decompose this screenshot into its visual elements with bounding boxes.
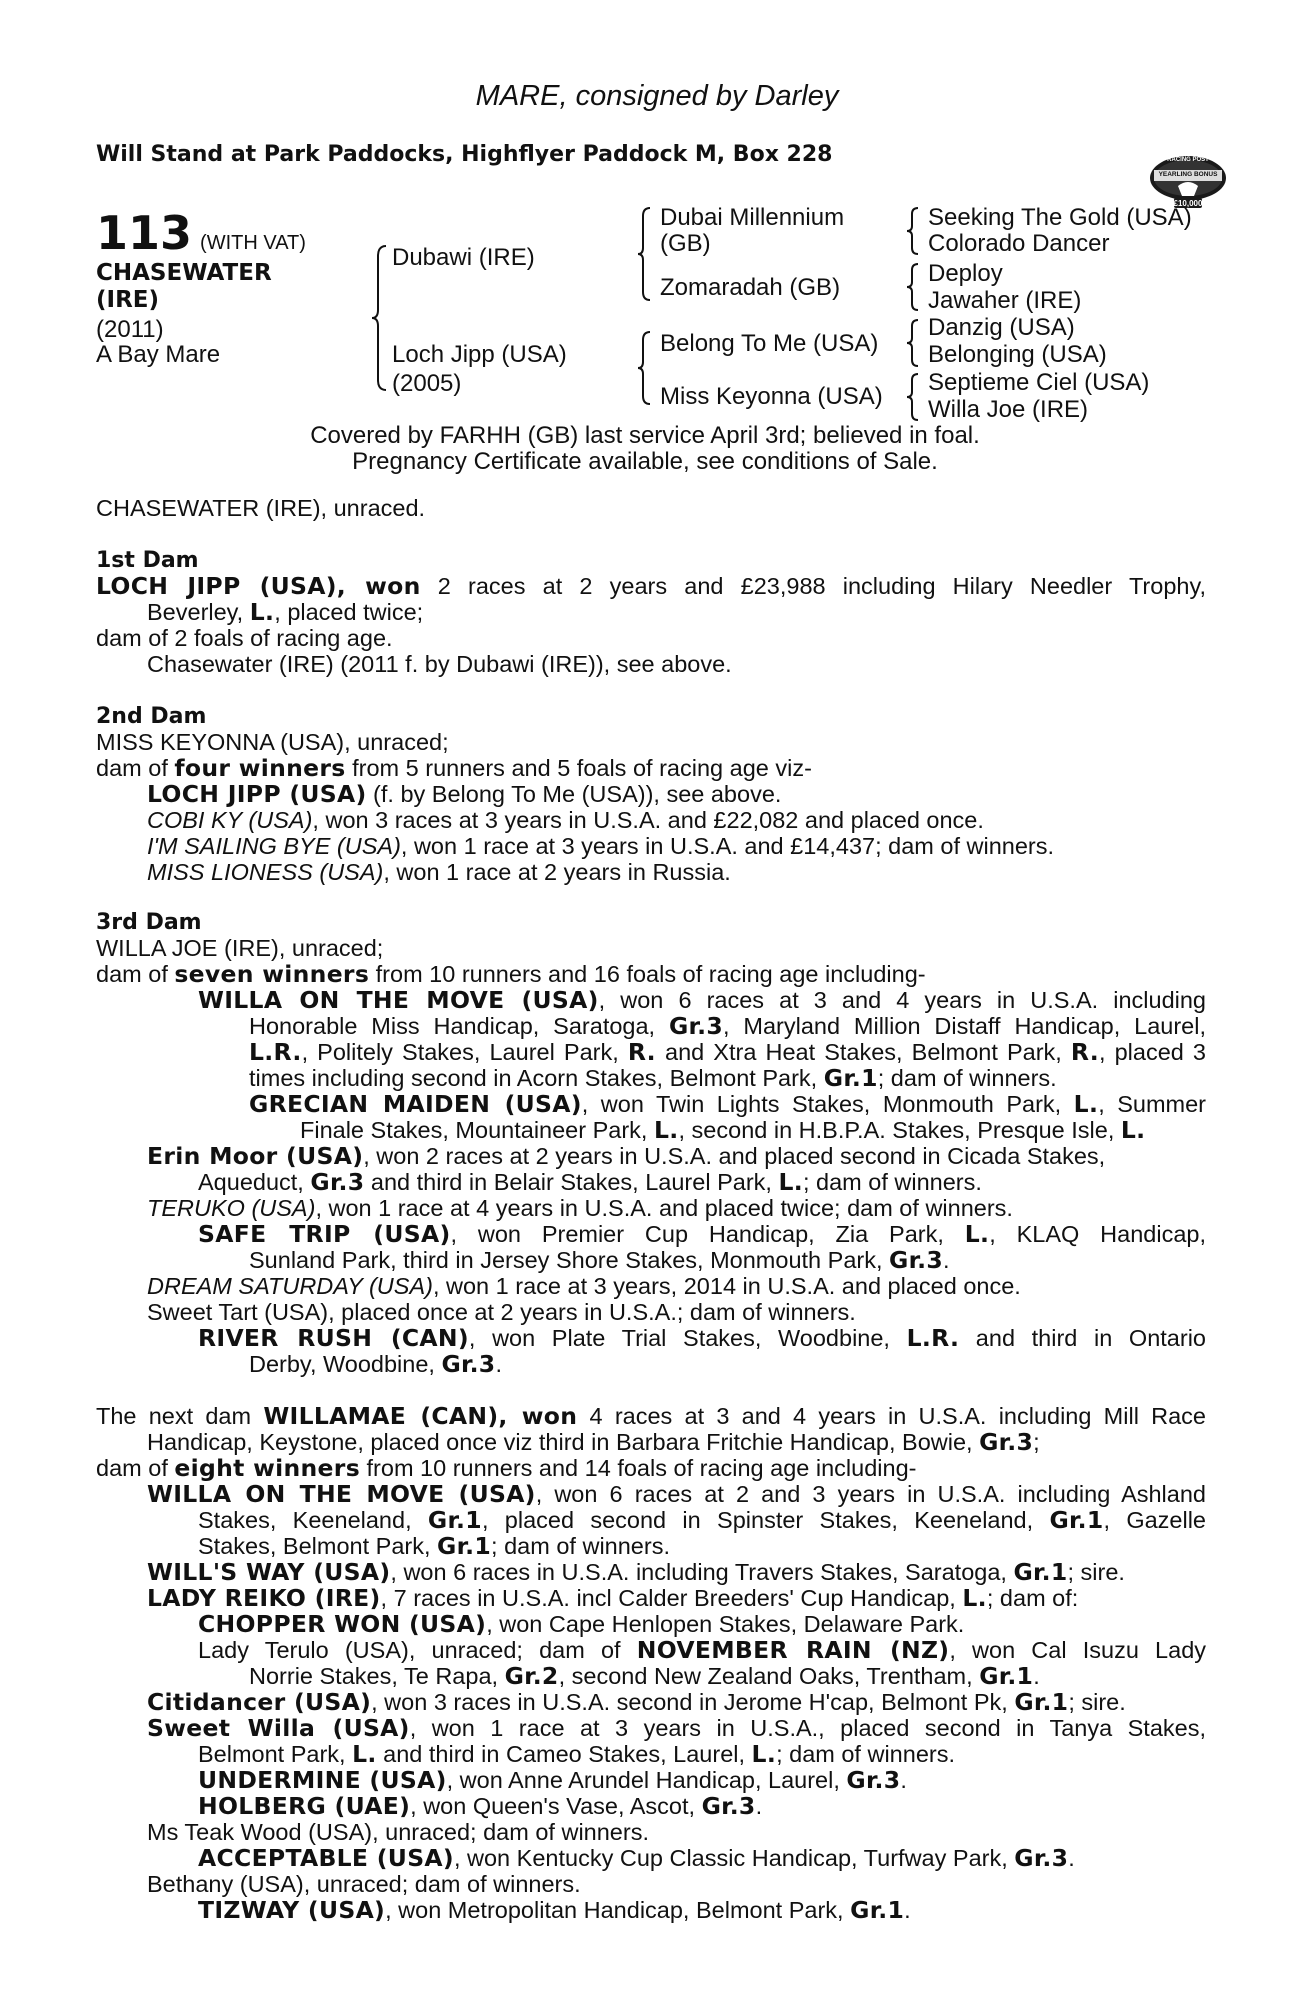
pedigree-dam-sire: Belong To Me (USA) <box>660 330 879 357</box>
first-dam-heading: 1st Dam <box>96 548 199 573</box>
grade: Gr.1 <box>437 1532 492 1560</box>
grade: Gr.3 <box>441 1350 496 1378</box>
text: , won 1 race at 4 years in U.S.A. and placed twice; dam of winners. <box>315 1195 1013 1221</box>
horse-name: WILLA ON THE MOVE (USA) <box>198 986 599 1014</box>
grade: L.R. <box>249 1038 302 1066</box>
horse-description: A Bay Mare <box>96 341 221 368</box>
third-dam-line11 <box>147 1196 1013 1222</box>
text: , won 6 races at 3 and 4 years in U.S.A. including <box>598 987 1207 1013</box>
text: . <box>1068 1845 1075 1871</box>
pregnancy-note: Pregnancy Certificate available, see conditions of Sale. <box>352 448 938 475</box>
text: Stakes, Keeneland, <box>198 1507 428 1533</box>
next-dam-line18 <box>198 1846 1075 1872</box>
text: , won Premier Cup Handicap, Zia Park, <box>450 1221 965 1247</box>
third-dam-line7 <box>249 1092 1206 1118</box>
grade: L.R. <box>906 1324 960 1352</box>
horse-name: DREAM SATURDAY (USA) <box>147 1273 433 1299</box>
page-title: MARE, consigned by Darley <box>475 80 839 112</box>
text: 4 races at 3 and 4 years in U.S.A. including Mill Race <box>577 1403 1206 1429</box>
grade: Gr.1 <box>1014 1688 1069 1716</box>
third-dam-line2 <box>96 962 926 988</box>
grade: L. <box>751 1740 777 1768</box>
third-dam-line4 <box>249 1014 1206 1040</box>
horse-name: Citidancer (USA) <box>147 1688 372 1716</box>
text: , won Twin Lights Stakes, Monmouth Park, <box>581 1091 1074 1117</box>
text: . <box>495 1351 502 1377</box>
grade: L. <box>964 1220 990 1248</box>
text: , won Cal Isuzu Lady <box>949 1637 1207 1663</box>
grade: Gr.3 <box>701 1792 756 1820</box>
text: , won 6 races in U.S.A. including Travers Stakes, Saratoga, <box>390 1559 1014 1585</box>
horse-name: COBI KY (USA) <box>147 807 313 833</box>
pedigree-dam-dam: Miss Keyonna (USA) <box>660 383 883 410</box>
first-dam-line3: dam of 2 foals of racing age. <box>96 625 393 651</box>
text: , won Cape Henlopen Stakes, Delaware Park. <box>486 1611 965 1637</box>
first-dam-line1 <box>96 574 1206 600</box>
horse-name: HOLBERG (UAE) <box>198 1792 411 1820</box>
horse-name: NOVEMBER RAIN (NZ) <box>636 1636 950 1664</box>
grade: R. <box>1070 1038 1099 1066</box>
text: dam of <box>96 961 175 987</box>
text: , second New Zealand Oaks, Trentham, <box>558 1663 980 1689</box>
next-dam-line1 <box>96 1404 1206 1430</box>
lot-number: 113 <box>96 206 193 260</box>
second-dam-line4 <box>147 808 984 834</box>
grade: Gr.1 <box>850 1896 905 1924</box>
third-dam-line10 <box>198 1170 982 1196</box>
text: . <box>943 1247 950 1273</box>
text: Sunland Park, third in Jersey Shore Stakes, Monmouth Park, <box>249 1247 890 1273</box>
text: Lady Terulo (USA), unraced; dam of <box>198 1637 637 1663</box>
pedigree-sdd: Jawaher (IRE) <box>928 287 1082 314</box>
next-dam-line7 <box>147 1560 1125 1586</box>
horse-name: WILL'S WAY (USA) <box>147 1558 391 1586</box>
covered-note: Covered by FARHH (GB) last service April 3rd; believed in foal. <box>310 422 980 449</box>
text: . <box>900 1767 907 1793</box>
horse-year: (2011) <box>96 316 164 343</box>
winners-count: four winners <box>174 754 346 782</box>
next-dam-line6 <box>198 1534 670 1560</box>
third-dam-line3 <box>198 988 1206 1014</box>
vat-note: (WITH VAT) <box>200 232 306 254</box>
third-dam-line5 <box>249 1040 1206 1066</box>
grade: Gr.1 <box>1013 1558 1068 1586</box>
next-dam-line2 <box>147 1430 1040 1456</box>
text: Derby, Woodbine, <box>249 1351 442 1377</box>
text: , won 6 races at 2 and 3 years in U.S.A. including Ashland <box>535 1481 1206 1507</box>
grade: Gr.1 <box>823 1064 878 1092</box>
first-dam-line4: Chasewater (IRE) (2011 f. by Dubawi (IRE)), see above. <box>147 651 732 677</box>
horse-name: WILLAMAE (CAN), won <box>263 1402 578 1430</box>
badge-mid-text: YEARLING BONUS <box>1158 171 1218 178</box>
horse-name: I'M SAILING BYE (USA) <box>147 833 401 859</box>
next-dam-line5 <box>198 1508 1206 1534</box>
third-dam-line1: WILLA JOE (IRE), unraced; <box>96 935 384 961</box>
text: ; dam of winners. <box>877 1065 1057 1091</box>
text: from 10 runners and 14 foals of racing age including- <box>359 1455 917 1481</box>
grade: L. <box>1073 1090 1099 1118</box>
third-dam-line14 <box>147 1274 1021 1300</box>
horse-name: RIVER RUSH (CAN) <box>198 1324 469 1352</box>
text: ; dam of winners. <box>491 1533 670 1559</box>
second-dam-line5 <box>147 834 1054 860</box>
text: , placed twice; <box>274 599 424 625</box>
horse-name: ACCEPTABLE (USA) <box>198 1844 454 1872</box>
horse-name: CHOPPER WON (USA) <box>198 1610 487 1638</box>
next-dam-line4 <box>147 1482 1206 1508</box>
second-dam-line3 <box>147 782 781 808</box>
next-dam-line9 <box>198 1612 964 1638</box>
pedigree-dsd: Belonging (USA) <box>928 341 1107 368</box>
grade: L. <box>778 1168 803 1196</box>
third-dam-line9 <box>147 1144 1105 1170</box>
next-dam-line14 <box>198 1742 955 1768</box>
text: . <box>904 1897 911 1923</box>
pedigree-brace-g3-2 <box>906 262 920 312</box>
pedigree-brace-g3-3 <box>906 318 920 368</box>
pedigree-dam-line1: Loch Jipp (USA) <box>392 341 567 368</box>
first-dam-name: LOCH JIPP (USA), won <box>96 572 421 600</box>
horse-name: GRECIAN MAIDEN (USA) <box>249 1090 582 1118</box>
text: , Gazelle <box>1103 1507 1207 1533</box>
grade: R. <box>627 1038 656 1066</box>
text: , placed second in Spinster Stakes, Keeneland, <box>481 1507 1050 1533</box>
text: , placed 3 <box>1098 1039 1206 1065</box>
text: , won 1 race at 3 years, 2014 in U.S.A. and placed once. <box>432 1273 1021 1299</box>
pedigree-sds: Deploy <box>928 260 1003 287</box>
second-dam-line2 <box>96 756 812 782</box>
text: , second in H.B.P.A. Stakes, Presque Isle, <box>678 1117 1121 1143</box>
pedigree-ddd: Willa Joe (IRE) <box>928 396 1089 423</box>
pedigree-dss: Danzig (USA) <box>928 314 1075 341</box>
text: and third in Ontario <box>959 1325 1206 1351</box>
pedigree-brace-g3-1 <box>906 206 920 256</box>
pedigree-dds: Septieme Ciel (USA) <box>928 369 1150 396</box>
horse-name: LOCH JIPP (USA) <box>147 780 367 808</box>
first-dam-record: 2 races at 2 years and £23,988 including Hilary Needler Trophy, <box>420 573 1206 599</box>
text: , won Anne Arundel Handicap, Laurel, <box>446 1767 847 1793</box>
grade: L. <box>352 1740 377 1768</box>
text: . <box>755 1793 763 1819</box>
next-dam-line12 <box>147 1690 1126 1716</box>
third-dam-line6 <box>249 1066 1057 1092</box>
third-dam-heading: 3rd Dam <box>96 910 202 935</box>
grade: Gr.3 <box>846 1766 901 1794</box>
horse-name-line1: CHASEWATER <box>96 260 272 286</box>
third-dam-line16 <box>198 1326 1206 1352</box>
winners-count: seven winners <box>174 960 370 988</box>
grade: Gr.1 <box>1049 1506 1104 1534</box>
next-dam-line17: Ms Teak Wood (USA), unraced; dam of winners. <box>147 1819 649 1845</box>
pedigree-brace-dam <box>636 330 652 406</box>
pedigree-sss: Seeking The Gold (USA) <box>928 204 1192 231</box>
grade: Gr.1 <box>979 1662 1034 1690</box>
pedigree-brace-g3-4 <box>906 372 920 422</box>
horse-name: UNDERMINE (USA) <box>198 1766 447 1794</box>
text: ; <box>1033 1429 1040 1455</box>
text: ; sire. <box>1068 1689 1126 1715</box>
grade: L. <box>1120 1116 1146 1144</box>
badge-top-text: RACING POST <box>1167 157 1209 163</box>
text: . <box>1033 1663 1040 1689</box>
next-dam-line15 <box>198 1768 907 1794</box>
next-dam-line19: Bethany (USA), unraced; dam of winners. <box>147 1871 581 1897</box>
text: , won Plate Trial Stakes, Woodbine, <box>468 1325 907 1351</box>
text: ; dam of: <box>986 1585 1079 1611</box>
pedigree-brace-main <box>370 244 390 392</box>
text: from 5 runners and 5 foals of racing age viz- <box>345 755 812 781</box>
grade: Gr.3 <box>979 1428 1034 1456</box>
text: dam of <box>96 1455 175 1481</box>
third-dam-line13 <box>249 1248 950 1274</box>
next-dam-line10 <box>198 1638 1206 1664</box>
next-dam-line16 <box>198 1794 762 1820</box>
grade: Gr.2 <box>504 1662 559 1690</box>
lot-number-block <box>96 206 306 260</box>
text: Norrie Stakes, Te Rapa, <box>249 1663 505 1689</box>
third-dam-line8 <box>300 1118 1206 1144</box>
horse-name: MISS LIONESS (USA) <box>147 859 384 885</box>
text: and third in Cameo Stakes, Laurel, <box>376 1741 752 1767</box>
text: , won 2 races at 2 years in U.S.A. and placed second in Cicada Stakes, <box>363 1143 1106 1169</box>
text: , won 3 races at 3 years in U.S.A. and £22,082 and placed once. <box>312 807 984 833</box>
text: Stakes, Belmont Park, <box>198 1533 438 1559</box>
badge-amount: £10,000 <box>1173 199 1203 208</box>
text: (f. by Belong To Me (USA)), see above. <box>366 781 782 807</box>
text: , Politely Stakes, Laurel Park, <box>301 1039 628 1065</box>
grade: L. <box>962 1584 987 1612</box>
horse-name: TERUKO (USA) <box>147 1195 316 1221</box>
text: ; sire. <box>1067 1559 1125 1585</box>
text: times including second in Acorn Stakes, Belmont Park, <box>249 1065 824 1091</box>
grade: L. <box>249 598 275 626</box>
text: Beverley, <box>147 599 250 625</box>
text: and third in Belair Stakes, Laurel Park, <box>364 1169 779 1195</box>
text: , KLAQ Handicap, <box>989 1221 1206 1247</box>
text: Honorable Miss Handicap, Saratoga, <box>249 1013 669 1039</box>
grade: Gr.3 <box>310 1168 365 1196</box>
pedigree-dam-line2: (2005) <box>392 370 462 397</box>
text: ; dam of winners. <box>776 1741 955 1767</box>
pedigree-ssd: Colorado Dancer <box>928 230 1110 257</box>
pedigree-sire-dam: Zomaradah (GB) <box>660 274 841 301</box>
text: , Maryland Million Distaff Handicap, Laurel, <box>722 1013 1206 1039</box>
stand-location: Will Stand at Park Paddocks, Highflyer Paddock M, Box 228 <box>96 142 833 167</box>
horse-name: Sweet Willa (USA) <box>147 1714 410 1742</box>
second-dam-heading: 2nd Dam <box>96 704 207 729</box>
text: , won Metropolitan Handicap, Belmont Park, <box>385 1897 851 1923</box>
text: The next dam <box>96 1403 264 1429</box>
horse-name: SAFE TRIP (USA) <box>198 1220 451 1248</box>
pedigree-sire: Dubawi (IRE) <box>392 244 535 271</box>
next-dam-line3 <box>96 1456 916 1482</box>
text: , won 1 race at 3 years in U.S.A., placed second in Tanya Stakes, <box>409 1715 1206 1741</box>
horse-name: TIZWAY (USA) <box>198 1896 386 1924</box>
pedigree-sire-sire-line2: (GB) <box>660 230 711 257</box>
next-dam-line20 <box>198 1898 911 1924</box>
third-dam-line15: Sweet Tart (USA), placed once at 2 years in U.S.A.; dam of winners. <box>147 1299 856 1325</box>
text: , won Kentucky Cup Classic Handicap, Turfway Park, <box>453 1845 1015 1871</box>
pedigree-sire-sire-line1: Dubai Millennium <box>660 204 845 231</box>
third-dam-line12 <box>198 1222 1206 1248</box>
grade: Gr.1 <box>427 1506 482 1534</box>
second-dam-line1: MISS KEYONNA (USA), unraced; <box>96 729 449 755</box>
next-dam-line11 <box>249 1664 1040 1690</box>
grade: Gr.3 <box>889 1246 944 1274</box>
text: , 7 races in U.S.A. incl Calder Breeders' Cup Handicap, <box>380 1585 963 1611</box>
horse-name: LADY REIKO (IRE) <box>147 1584 381 1612</box>
second-dam-line6 <box>147 860 731 886</box>
intro-line: CHASEWATER (IRE), unraced. <box>96 495 426 521</box>
grade: Gr.3 <box>668 1012 723 1040</box>
text: Aqueduct, <box>198 1169 311 1195</box>
text: ; dam of winners. <box>802 1169 982 1195</box>
next-dam-line13 <box>147 1716 1206 1742</box>
text: , won 1 race at 3 years in U.S.A. and £14,437; dam of winners. <box>400 833 1055 859</box>
horse-name: Erin Moor (USA) <box>147 1142 364 1170</box>
horse-name: WILLA ON THE MOVE (USA) <box>147 1480 536 1508</box>
text: dam of <box>96 755 175 781</box>
pedigree-brace-sire <box>636 206 652 302</box>
text: Belmont Park, <box>198 1741 353 1767</box>
grade: L. <box>653 1116 679 1144</box>
text: from 10 runners and 16 foals of racing age including- <box>369 961 926 987</box>
third-dam-line17 <box>249 1352 502 1378</box>
text: , won 1 race at 2 years in Russia. <box>383 859 731 885</box>
grade: Gr.3 <box>1014 1844 1069 1872</box>
text: , Summer <box>1098 1091 1206 1117</box>
text: , won 3 races in U.S.A. second in Jerome H'cap, Belmont Pk, <box>371 1689 1015 1715</box>
text: , won Queen's Vase, Ascot, <box>410 1793 702 1819</box>
horse-name-line2: (IRE) <box>96 287 160 313</box>
winners-count: eight winners <box>174 1454 360 1482</box>
first-dam-line2 <box>147 600 423 626</box>
text: Handicap, Keystone, placed once viz third in Barbara Fritchie Handicap, Bowie, <box>147 1429 980 1455</box>
next-dam-line8 <box>147 1586 1078 1612</box>
text: and Xtra Heat Stakes, Belmont Park, <box>655 1039 1071 1065</box>
text: Finale Stakes, Mountaineer Park, <box>300 1117 654 1143</box>
